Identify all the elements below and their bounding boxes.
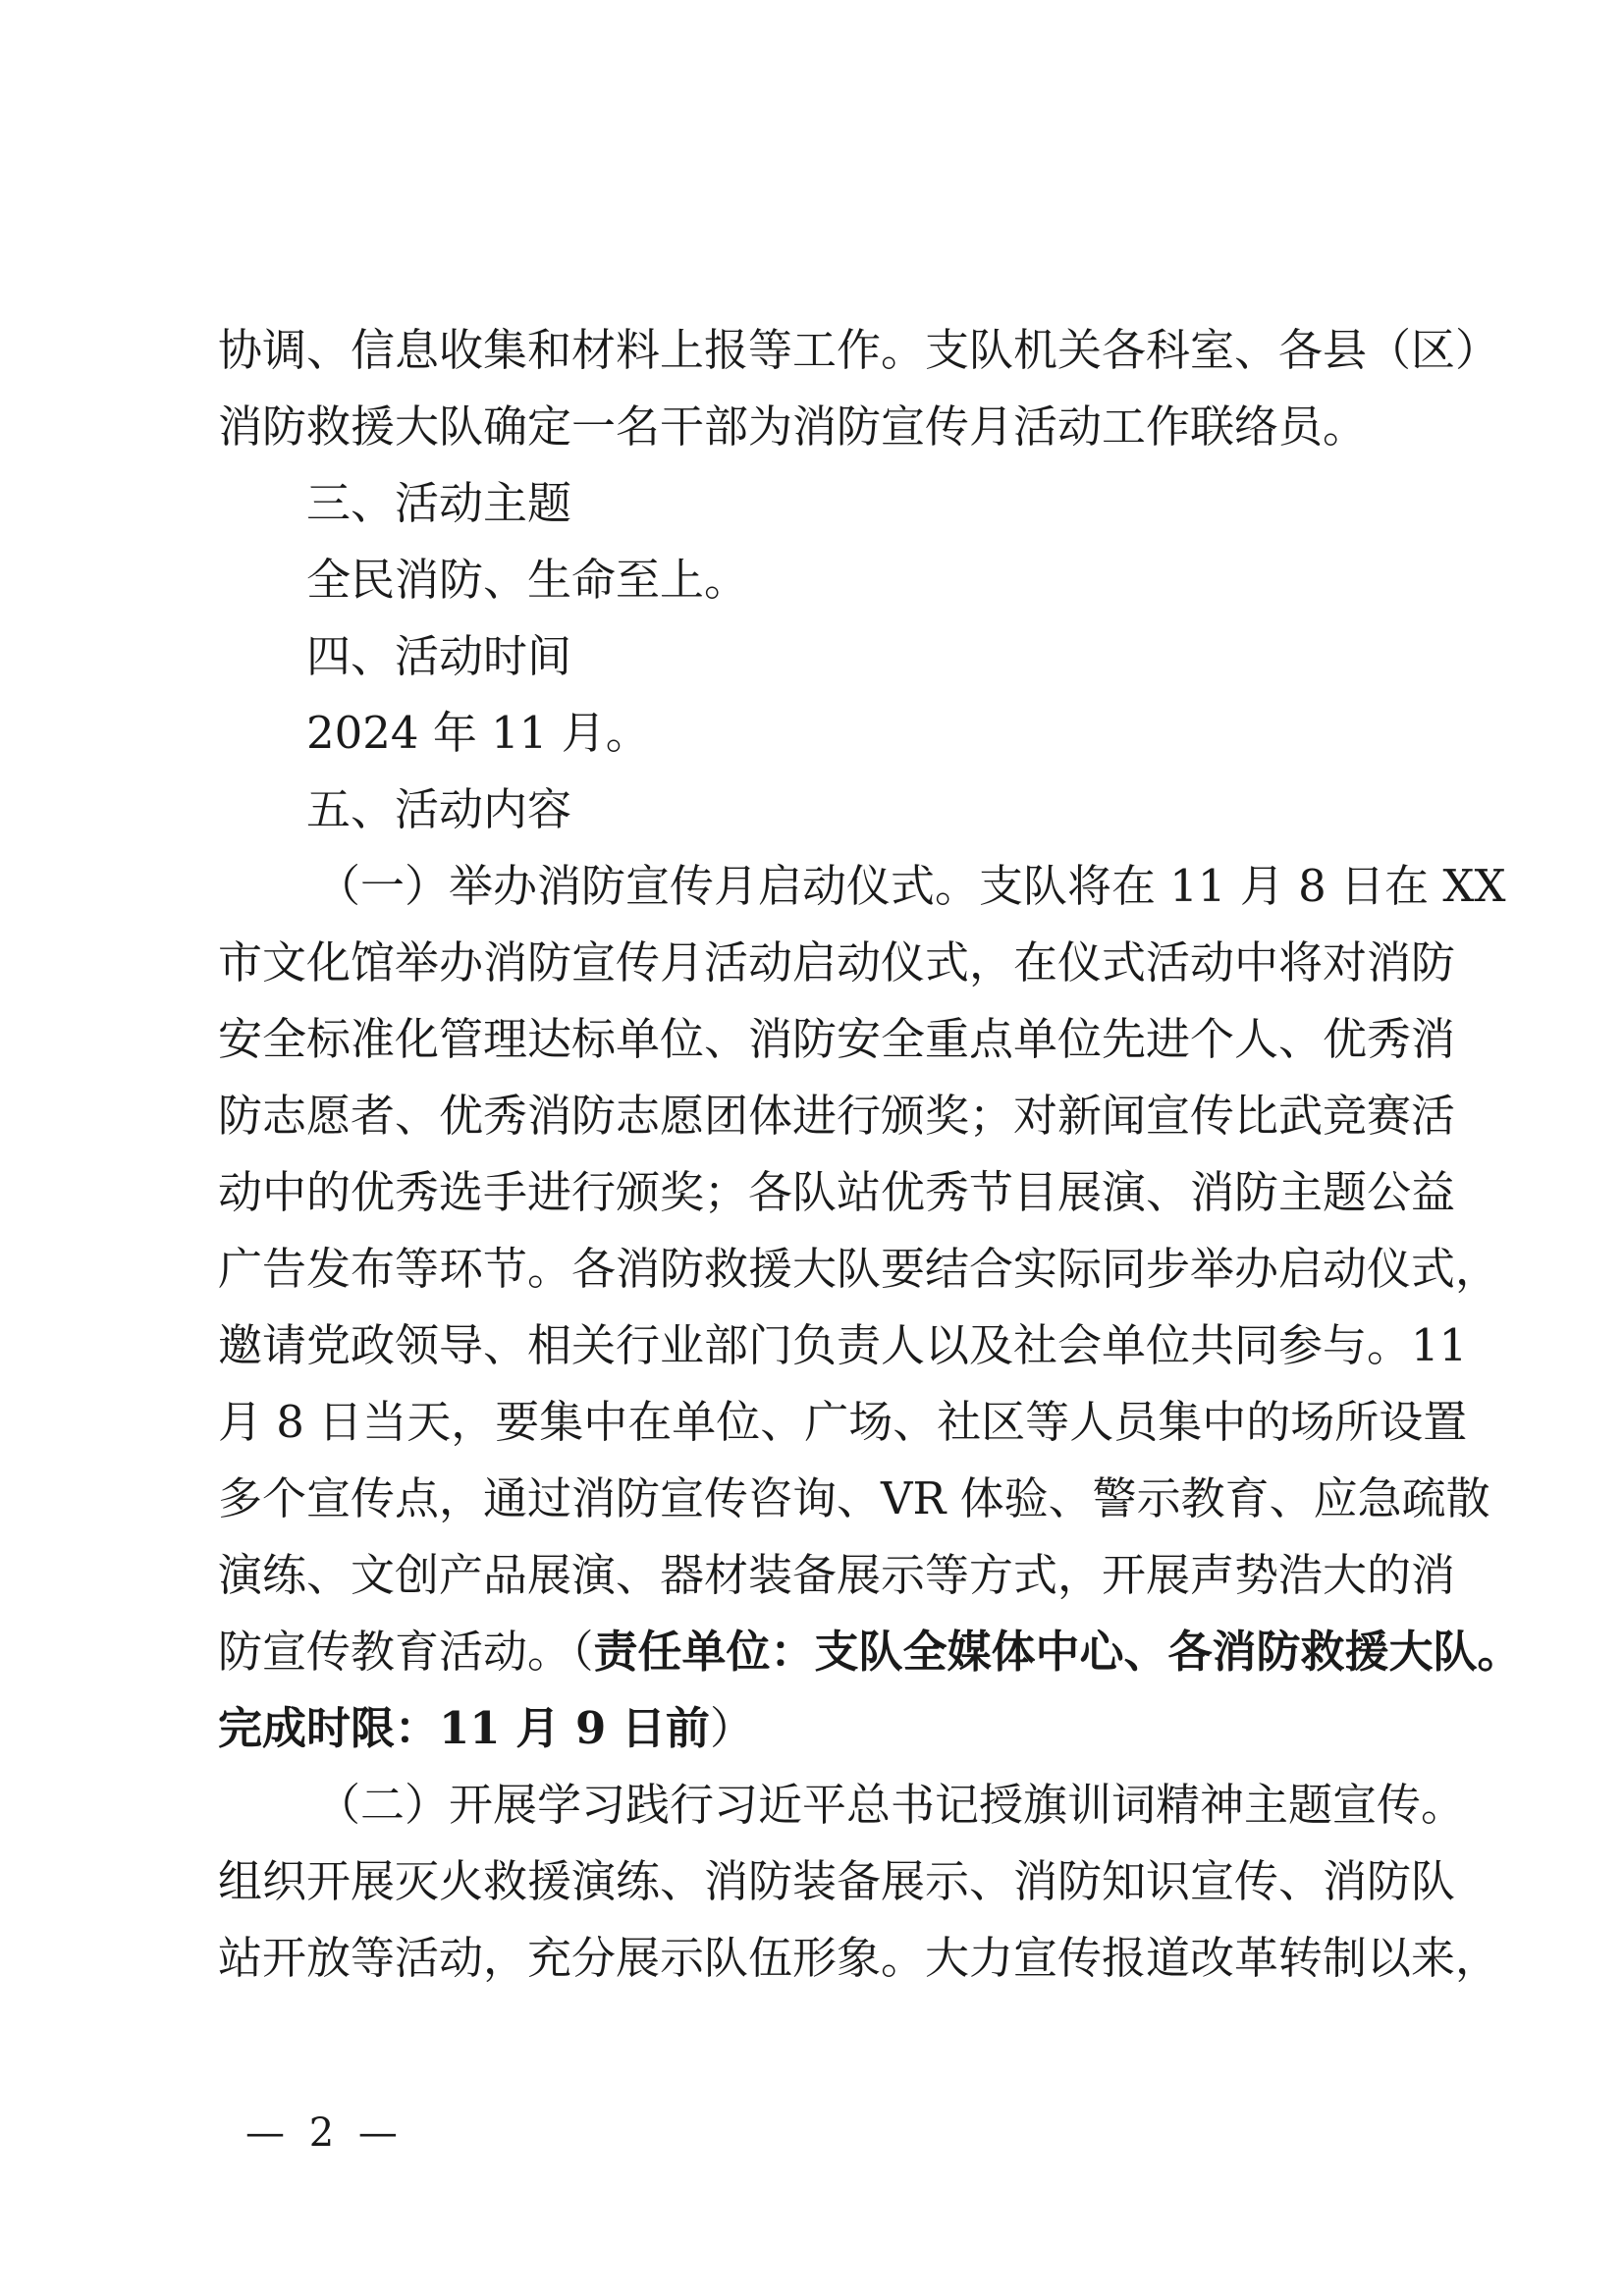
paragraph-line: 消防救援大队确定一名干部为消防宣传月活动工作联络员。	[218, 400, 1368, 453]
item-1-line: 月 8 日当天，要集中在单位、广场、社区等人员集中的场所设置	[218, 1396, 1468, 1448]
item-1-line: 防志愿者、优秀消防志愿团体进行颁奖；对新闻宣传比武竞赛活	[218, 1090, 1456, 1142]
section-heading-time: 四、活动时间	[306, 630, 572, 682]
paragraph-line: 协调、信息收集和材料上报等工作。支队机关各科室、各县（区）	[218, 324, 1500, 376]
page-number: — 2 —	[245, 2110, 404, 2156]
section-heading-content: 五、活动内容	[306, 783, 572, 835]
item-1-line: 多个宣传点，通过消防宣传咨询、VR 体验、警示教育、应急疏散	[218, 1472, 1490, 1524]
item-2-line: （二）开展学习践行习近平总书记授旗训词精神主题宣传。	[316, 1779, 1466, 1831]
item-1-line: （一）举办消防宣传月启动仪式。支队将在 11 月 8 日在 XX	[316, 860, 1506, 912]
item-1-line-deadline	[218, 1690, 1428, 1767]
item-1-line: 演练、文创产品展演、器材装备展示等方式，开展声势浩大的消	[218, 1549, 1456, 1601]
item-1-line: 动中的优秀选手进行颁奖；各队站优秀节目展演、消防主题公益	[218, 1166, 1456, 1218]
closing-paren: ）	[709, 1702, 754, 1754]
deadline: 完成时限：11 月 9 日前	[218, 1702, 710, 1754]
item-1-line-responsibility	[218, 1614, 1522, 1690]
item-1-line: 广告发布等环节。各消防救援大队要结合实际同步举办启动仪式，	[218, 1243, 1500, 1295]
item-1-line: 邀请党政领导、相关行业部门负责人以及社会单位共同参与。11	[218, 1319, 1468, 1371]
item-1-text: 防宣传教育活动。（	[218, 1626, 594, 1678]
section-heading-theme: 三、活动主题	[306, 477, 572, 529]
item-2-line: 组织开展灭火救援演练、消防装备展示、消防知识宣传、消防队	[218, 1855, 1456, 1907]
item-1-line: 安全标准化管理达标单位、消防安全重点单位先进个人、优秀消	[218, 1013, 1456, 1065]
responsible-unit: 责任单位：支队全媒体中心、各消防救援大队。	[593, 1626, 1522, 1678]
item-1-line: 市文化馆举办消防宣传月活动启动仪式，在仪式活动中将对消防	[218, 936, 1456, 988]
item-2-line: 站开放等活动，充分展示队伍形象。大力宣传报道改革转制以来，	[218, 1932, 1500, 1984]
section-content-time: 2024 年 11 月。	[306, 707, 650, 759]
document-body	[218, 312, 1522, 1997]
section-content-theme: 全民消防、生命至上。	[306, 554, 749, 606]
